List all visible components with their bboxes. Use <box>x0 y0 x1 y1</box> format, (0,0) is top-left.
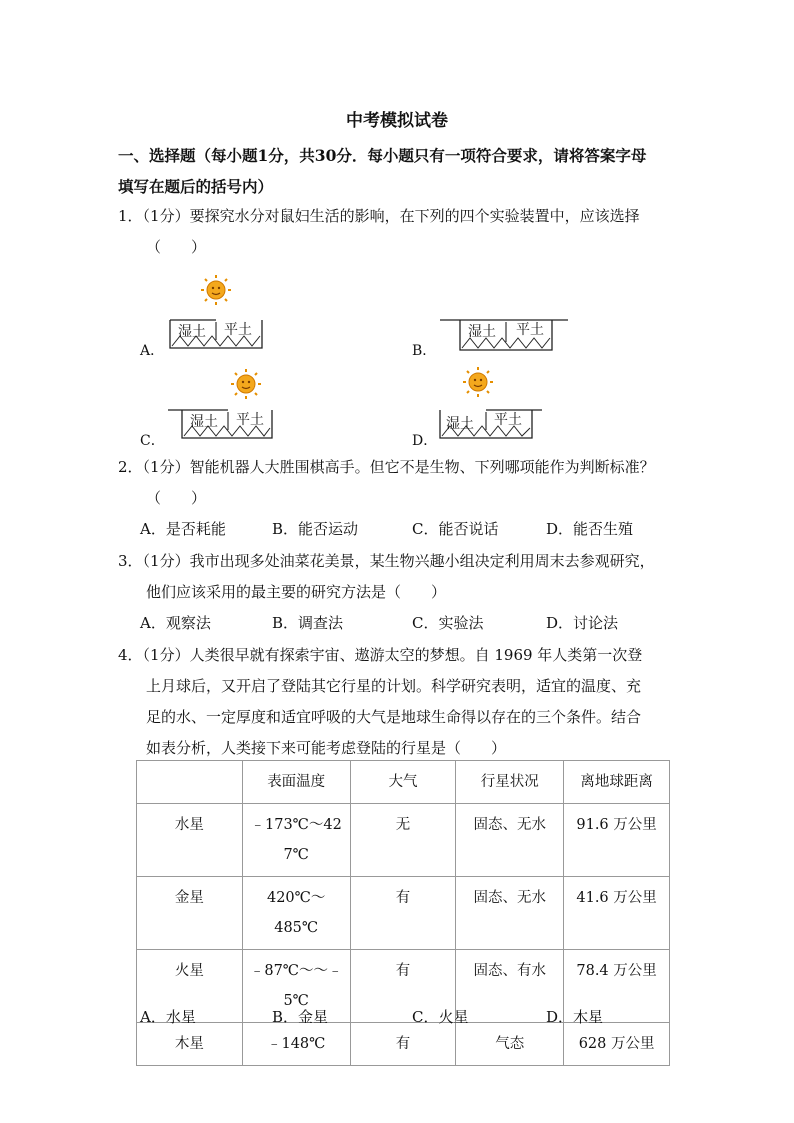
page-title: 中考模拟试卷 <box>346 111 448 131</box>
table-header-cell: 表面温度 <box>242 761 350 804</box>
table-cell: 41.6 万公里 <box>564 877 670 950</box>
q4-option-b: B．金星 <box>272 1008 329 1026</box>
q2-option-c: C．能否说话 <box>412 520 499 538</box>
table-cell: 有 <box>350 1023 456 1066</box>
q1-a-left-text: 湿土 <box>178 324 206 340</box>
table-cell: ﹣173℃～427℃ <box>242 804 350 877</box>
table-cell: 固态、有水 <box>456 950 564 1023</box>
table-cell: 有 <box>350 950 456 1023</box>
table-cell: 无 <box>350 804 456 877</box>
q3-options <box>140 612 700 634</box>
q1-line2: （ ） <box>146 238 207 256</box>
q1-apparatus-c <box>168 370 278 448</box>
q2-option-d: D．能否生殖 <box>546 520 634 538</box>
q1-apparatus-a <box>166 278 266 356</box>
q4-option-a: A．水星 <box>140 1008 196 1026</box>
q3-option-d: D．讨论法 <box>546 614 619 632</box>
table-cell: 628 万公里 <box>564 1023 670 1066</box>
q1-d-left-text: 湿土 <box>446 416 474 432</box>
q2-option-a: A．是否耗能 <box>140 520 226 538</box>
q1-c-left-text: 湿土 <box>190 414 218 430</box>
table-cell: 火星 <box>137 950 243 1023</box>
section-heading-line1: 一、选择题（每小题1分，共30分．每小题只有一项符合要求，请将答案字母 <box>118 146 647 165</box>
q1-a-right-text: 平土 <box>224 322 252 338</box>
table-cell: 固态、无水 <box>456 877 564 950</box>
table-row <box>137 1023 670 1066</box>
q1-option-a-label: A． <box>140 343 165 359</box>
table-cell: 固态、无水 <box>456 804 564 877</box>
q1-option-c-label: C． <box>140 433 165 449</box>
q4-line1: 4．（1分）人类很早就有探索宇宙、遨游太空的梦想。自 1969 年人类第一次登 <box>118 646 643 664</box>
table-header-cell <box>137 761 243 804</box>
q2-line1: 2．（1分）智能机器人大胜围棋高手。但它不是生物、下列哪项能作为判断标准？ <box>118 458 655 476</box>
q3-line2: 他们应该采用的最主要的研究方法是（ ） <box>146 583 447 601</box>
section-heading <box>118 140 688 202</box>
table-cell: 91.6 万公里 <box>564 804 670 877</box>
q4-option-c: C．火星 <box>412 1008 469 1026</box>
table-cell: 气态 <box>456 1023 564 1066</box>
q3-option-c: C．实验法 <box>412 614 484 632</box>
sun-icon <box>231 369 261 399</box>
sun-icon <box>201 275 231 305</box>
q1-apparatus-d <box>436 366 546 446</box>
table-row <box>137 804 670 877</box>
table-row <box>137 877 670 950</box>
table-header-cell: 行星状况 <box>456 761 564 804</box>
q1-c-right-text: 平土 <box>236 412 264 428</box>
table-cell: 420℃～485℃ <box>242 877 350 950</box>
table-header-row <box>137 761 670 804</box>
q4-options <box>140 1006 700 1028</box>
q4-line2: 上月球后，又开启了登陆其它行星的计划。科学研究表明，适宜的温度、充 <box>146 677 642 695</box>
q4-line4: 如表分析，人类接下来可能考虑登陆的行星是（ ） <box>146 739 507 757</box>
table-cell: 水星 <box>137 804 243 877</box>
q3-line1: 3．（1分）我市出现多处油菜花美景，某生物兴趣小组决定利用周末去参观研究， <box>118 552 655 570</box>
q4-line3: 足的水、一定厚度和适宜呼吸的大气是地球生命得以存在的三个条件。结合 <box>146 708 642 726</box>
q2-line2: （ ） <box>146 489 207 507</box>
q3-option-b: B．调查法 <box>272 614 344 632</box>
q1-d-right-text: 平土 <box>494 412 522 428</box>
q1-apparatus-b <box>440 308 570 358</box>
section-heading-line2: 填写在题后的括号内） <box>118 177 274 196</box>
table-cell: 木星 <box>137 1023 243 1066</box>
q1-b-left-text: 湿土 <box>468 324 496 340</box>
table-cell: 78.4 万公里 <box>564 950 670 1023</box>
sun-icon <box>463 367 493 397</box>
table-header-cell: 大气 <box>350 761 456 804</box>
table-cell: 有 <box>350 877 456 950</box>
q4-option-d: D．木星 <box>546 1008 604 1026</box>
q1-line1: 1．（1分）要探究水分对鼠妇生活的影响，在下列的四个实验装置中，应该选择 <box>118 207 640 225</box>
q1-option-b-label: B． <box>412 343 437 359</box>
table-cell: 金星 <box>137 877 243 950</box>
q1-b-right-text: 平土 <box>516 322 544 338</box>
q2-options <box>140 518 700 540</box>
table-cell: ﹣87℃～～﹣5℃ <box>242 950 350 1023</box>
q1-option-d-label: D． <box>412 433 438 449</box>
table-header-cell: 离地球距离 <box>564 761 670 804</box>
q3-option-a: A．观察法 <box>140 614 211 632</box>
q2-option-b: B．能否运动 <box>272 520 359 538</box>
table-cell: ﹣148℃ <box>242 1023 350 1066</box>
